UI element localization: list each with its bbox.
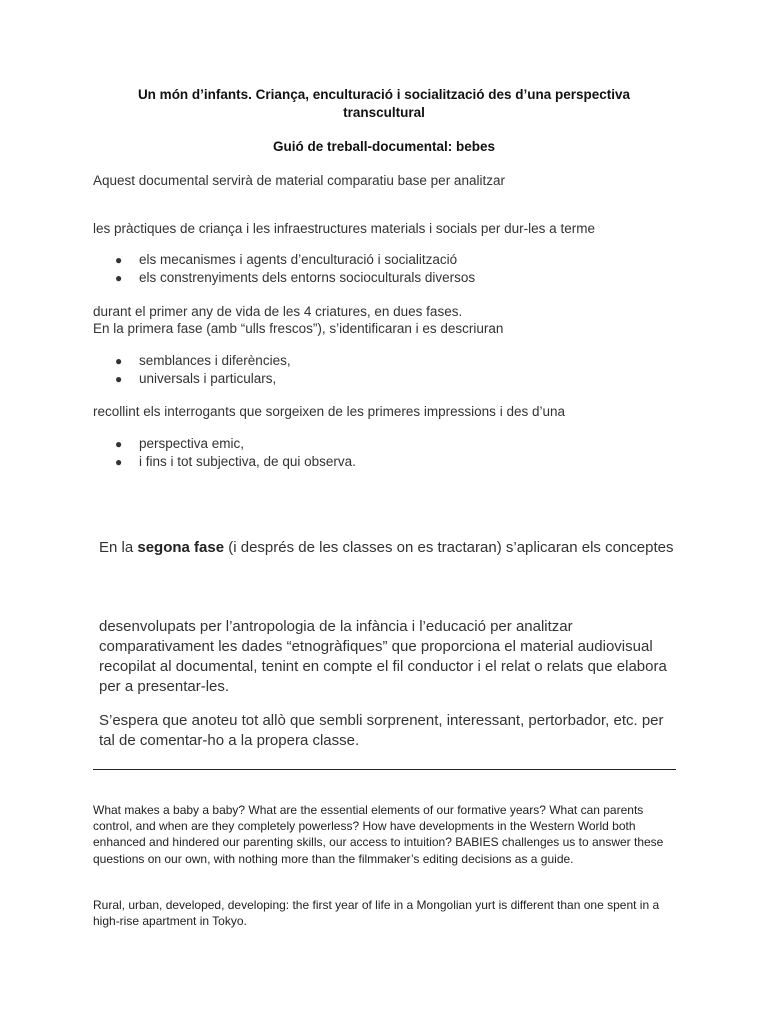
bullet-icon: ● [115, 253, 123, 267]
list-item [93, 352, 693, 370]
second-phase-paragraph [99, 538, 679, 558]
second-phase-prefix: En la [99, 539, 138, 556]
intro-paragraph: Aquest documental servirà de material comparatiu base per analitzar [93, 173, 505, 188]
first-phase-paragraph: En la primera fase (amb “ulls frescos”), s’identificaran i es descriuran [93, 321, 504, 336]
questions-paragraph: recollint els interrogants que sorgeixen de les primeres impressions i des d’una [93, 404, 565, 419]
bullet-icon: ● [115, 372, 123, 386]
perspective-list [93, 435, 693, 471]
bullet-icon: ● [115, 271, 123, 285]
developed-paragraph: desenvolupats per l’antropologia de la infància i l’educació per analitzar comparativament les dades “etnogràfiques” que proporciona el material audiovisual recopilat al documental, tenint en compte el fil conductor i el relat o relats que elabora per a presentar-les. [99, 618, 667, 695]
list-item-text: perspectiva emic, [139, 436, 245, 451]
second-phase-bold: segona fase [137, 539, 225, 556]
list-item [93, 370, 693, 388]
document-subtitle: Guió de treball-documental: bebes [272, 139, 496, 154]
similarities-list [93, 352, 693, 388]
list-item-text: els mecanismes i agents d’enculturació i socialització [139, 252, 458, 267]
bullet-icon: ● [115, 455, 123, 469]
bullet-icon: ● [115, 437, 123, 451]
bullet-icon: ● [115, 354, 123, 368]
english-comparison-paragraph: Rural, urban, developed, developing: the first year of life in a Mongolian yurt is different than one spent in a high-rise apartment in Tokyo. [93, 898, 660, 929]
expectation-paragraph: S’espera que anoteu tot allò que sembli sorprenent, interessant, pertorbador, etc. per tal de comentar-ho a la propera classe. [99, 712, 664, 749]
second-phase-suffix: (i després de les classes on es tractaran) s’aplicaran els conceptes [224, 539, 674, 556]
list-item [93, 435, 693, 453]
list-item-text: universals i particulars, [139, 371, 277, 386]
list-item-text: semblances i diferències, [139, 353, 291, 368]
list-item-text: els constrenyiments dels entorns socioculturals diversos [139, 270, 476, 285]
first-year-paragraph: durant el primer any de vida de les 4 criatures, en dues fases. [93, 304, 463, 319]
list-item-text: i fins i tot subjectiva, de qui observa. [139, 454, 356, 469]
document-title: Un món d’infants. Criança, enculturació i socialització des d’una perspectiva transcultural [137, 87, 631, 120]
list-item [93, 269, 693, 287]
mechanisms-list [93, 251, 693, 287]
list-item [93, 251, 693, 269]
horizontal-divider [93, 769, 676, 770]
practices-paragraph: les pràctiques de criança i les infraestructures materials i socials per dur-les a terme [93, 221, 595, 236]
english-description-paragraph: What makes a baby a baby? What are the essential elements of our formative years? What can parents control, and when are they completely powerless? How have developments in the Western World both enhanced and hindered our parenting skills, our access to intuition? BABIES challenges us to answer these questions on our own, with nothing more than the filmmaker’s editing decisions as a guide. [93, 803, 664, 866]
list-item [93, 453, 693, 471]
